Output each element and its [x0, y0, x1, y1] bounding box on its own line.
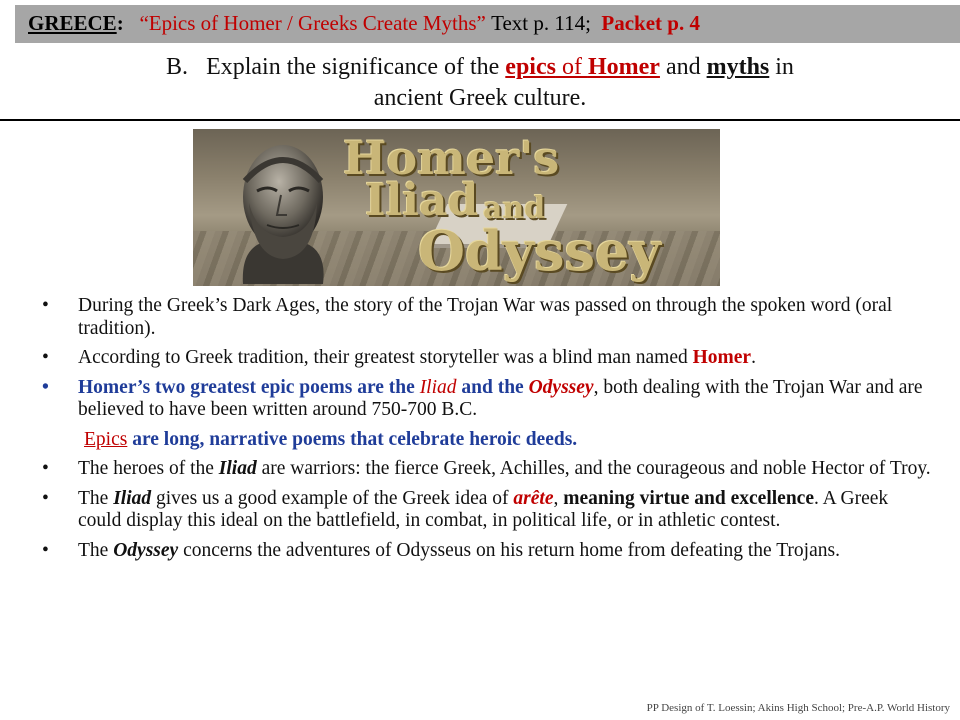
question-text-d: in — [769, 54, 794, 80]
footer-credit: PP Design of T. Loessin; Akins High School; Pre-A.P. World History — [646, 702, 950, 714]
banner-title-homers: Homer's — [343, 131, 560, 185]
banner-title-and: and — [483, 191, 546, 226]
bullet-item: • The Iliad gives us a good example of the Greek idea of arête, meaning virtue and excellence. A Greek could display this ideal on the battlefield, in combat, in political life, or in athletic contest. — [42, 487, 889, 531]
banner-title-odyssey: Odyssey — [418, 219, 661, 283]
header-text-ref: Text p. 114; — [491, 11, 591, 35]
header-country: GREECE — [28, 11, 117, 35]
bullet-item: • According to Greek tradition, their greatest storyteller was a blind man named Homer. — [42, 347, 756, 368]
question-text-c: and — [659, 54, 707, 80]
bullet-item: • Homer’s two greatest epic poems are the Iliad and the Odyssey, both dealing with the Trojan War and are believed to have been written around 750-700 B.C. — [42, 376, 923, 420]
question — [0, 52, 960, 114]
header-topic: “Epics of Homer / Greeks Create Myths” — [139, 11, 486, 35]
bullet-item: • The Odyssey concerns the adventures of Odysseus on his return home from defeating the Trojans. — [42, 539, 840, 561]
header-packet-ref: Packet p. 4 — [601, 11, 700, 35]
bullet-list — [42, 295, 932, 569]
question-myths: myths — [706, 54, 770, 80]
epics-definition: Epics are long, narrative poems that celebrate heroic deeds. — [84, 428, 578, 450]
homer-name: Homer — [692, 347, 752, 368]
question-line2: ancient Greek culture. — [373, 85, 587, 111]
banner-title-iliad: Iliad — [365, 175, 479, 226]
bullet-item: • During the Greek’s Dark Ages, the story of the Trojan War was passed on through the spoken word (oral tradition). — [42, 295, 893, 339]
homer-banner-image — [193, 129, 720, 286]
divider — [0, 119, 960, 121]
header-colon: : — [116, 11, 124, 35]
bullet-item: • The heroes of the Iliad are warriors: the fierce Greek, Achilles, and the courageous and noble Hector of Troy. — [42, 458, 931, 479]
iliad-title: Iliad — [419, 376, 457, 398]
question-epics: epics of Homer — [505, 54, 660, 80]
question-letter: B. — [166, 54, 189, 80]
question-text-a: Explain the significance of the — [206, 54, 506, 80]
slide-header — [28, 11, 700, 36]
arete-term: arête — [513, 487, 554, 509]
odyssey-title: Odyssey — [528, 376, 594, 398]
epics-term: Epics — [84, 428, 128, 450]
homer-bust-icon — [223, 139, 343, 284]
